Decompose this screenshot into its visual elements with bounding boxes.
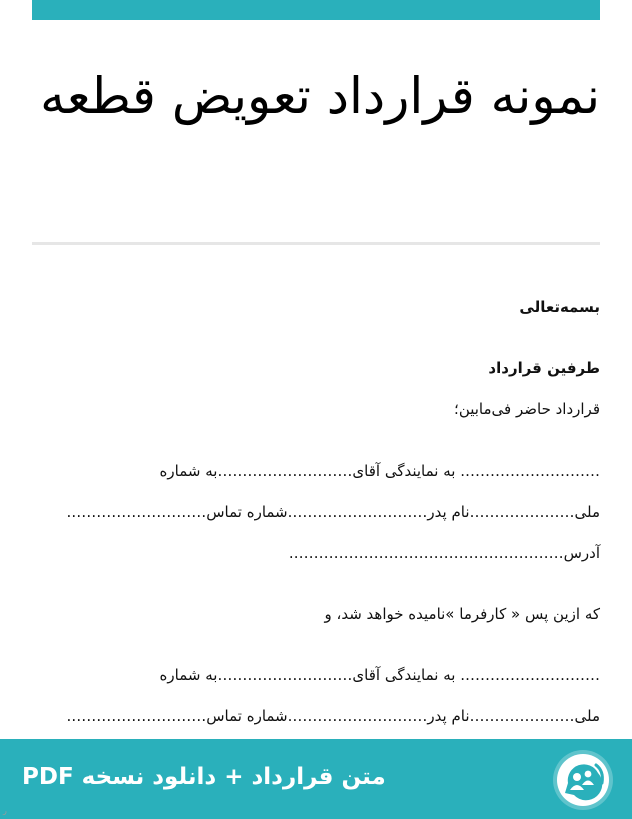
party1-representative-line: ………………………. به نمایندگی آقای………………………به شماره: [159, 462, 600, 480]
page-title: نمونه قرارداد تعویض قطعه: [40, 67, 600, 125]
download-banner[interactable]: [0, 739, 632, 819]
party2-id-line: ملی…………………نام پدر……………………….شماره تماس……………………….: [66, 707, 600, 725]
party2-representative-line: ………………………. به نمایندگی آقای………………………به شماره: [159, 666, 600, 684]
party1-id-line: ملی…………………نام پدر……………………….شماره تماس……………………….: [66, 503, 600, 521]
top-accent-bar: [32, 0, 600, 20]
download-banner-label[interactable]: متن قرارداد + دانلود نسخه PDF: [22, 764, 386, 790]
contract-intro: قرارداد حاضر فی‌مابین؛: [454, 400, 600, 418]
people-chat-logo-icon: [552, 749, 614, 811]
party1-address-line: آدرس……………………………………………….: [288, 544, 600, 562]
title-divider: [32, 242, 600, 245]
basmala-heading: بسمه‌تعالی: [519, 298, 600, 316]
parties-heading: طرفین قرارداد: [488, 359, 600, 377]
employer-role-line: که ازین پس « کارفرما »نامیده خواهد شد، و: [324, 605, 600, 623]
corner-mark: ر: [3, 806, 7, 815]
